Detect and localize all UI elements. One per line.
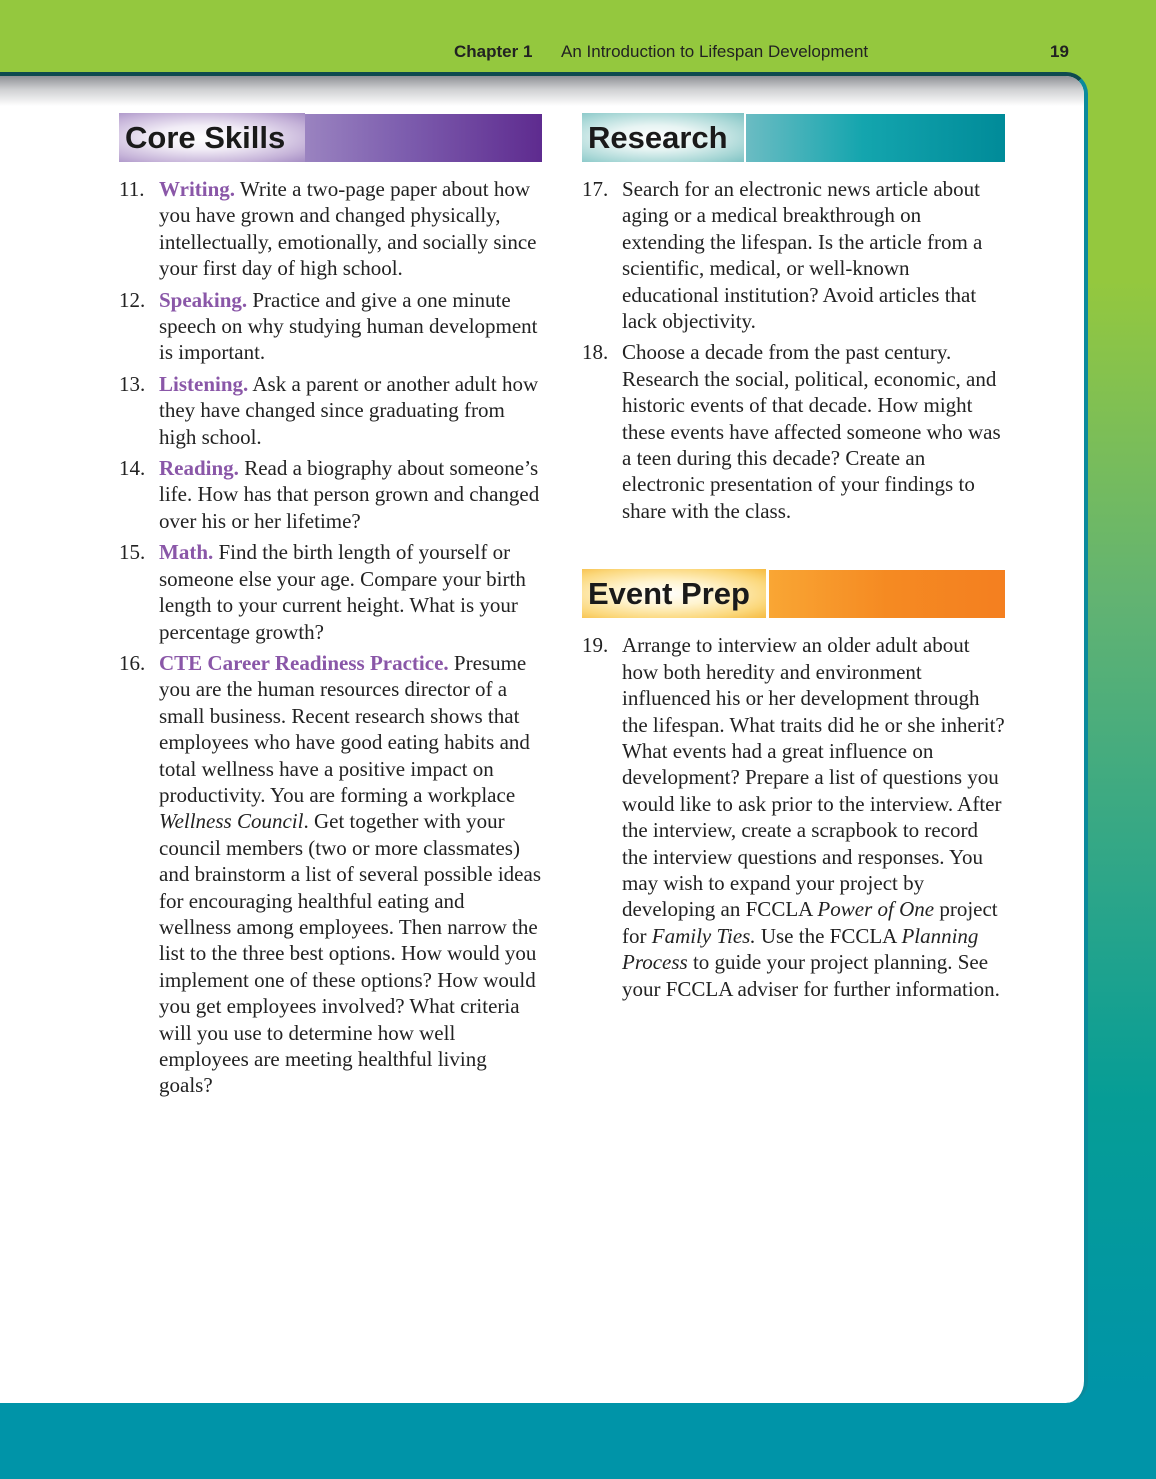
item-text: Find the birth length of yourself or someone else your age. Compare your birth length to your current height. What is your percentage growth? <box>159 540 526 644</box>
item-text: Choose a decade from the past century. Research the social, political, economic, and historic events of that decade. How might these events have affected someone who was a teen during this decade? Create an electronic presentation of your findings to share with the class. <box>622 340 1001 523</box>
item-number: 13. <box>119 371 146 396</box>
core-skills-color-bar <box>305 114 542 162</box>
item-number: 18. <box>582 340 609 365</box>
item-number: 15. <box>119 540 146 565</box>
item-number: 12. <box>119 287 146 312</box>
activity-item-18 <box>582 339 1005 524</box>
page-number: 19 <box>1050 42 1069 61</box>
item-keyword: Listening. <box>159 371 249 396</box>
top-shadow <box>0 76 1084 106</box>
event-prep-title: Event Prep <box>582 569 766 618</box>
research-color-bar <box>746 114 1005 162</box>
item-italic-term: Family Ties. <box>651 923 756 948</box>
activity-item-17 <box>582 176 1005 334</box>
chapter-label: Chapter 1 <box>454 42 533 61</box>
core-skills-list <box>119 176 542 1099</box>
activity-item-19 <box>582 632 1005 1002</box>
section-gap <box>582 529 1005 569</box>
item-keyword: Speaking. <box>159 287 248 312</box>
item-text: Use the FCCLA <box>755 923 902 948</box>
item-text: Arrange to interview an older adult about how both heredity and environment influenced his or her development through the lifespan. What traits did he or she inherit? What events had a great influence on development? Prepare a list of questions you would like to ask prior to the interview. After the interview, create a scrapbook to record the interview questions and responses. You may wish to expand your project by developing an FCCLA <box>622 633 1005 922</box>
item-keyword: CTE Career Readiness Practice. <box>159 650 449 675</box>
item-keyword: Writing. <box>159 177 236 201</box>
activity-item-12 <box>119 287 542 366</box>
item-number: 11. <box>119 177 145 201</box>
item-keyword: Math. <box>159 540 214 565</box>
right-column <box>582 113 1005 1007</box>
item-italic-term: Wellness Council <box>159 809 304 834</box>
event-prep-list <box>582 632 1005 1002</box>
item-number: 19. <box>582 633 609 658</box>
core-skills-title: Core Skills <box>119 113 305 162</box>
research-list <box>582 176 1005 524</box>
item-text: Write a two-page paper about how you have grown and changed physically, intellectually, emotionally, and socially since your first day of high school. <box>159 177 537 281</box>
item-keyword: Reading. <box>159 456 239 481</box>
activity-item-16 <box>119 650 542 1099</box>
activity-item-15 <box>119 539 542 645</box>
item-text: Read a biography about someone’s life. How has that person grown and changed over his or her lifetime? <box>159 456 540 533</box>
event-prep-color-bar <box>769 570 1005 618</box>
bottom-band <box>0 1403 1156 1479</box>
chapter-title: An Introduction to Lifespan Development <box>561 42 869 61</box>
item-text: Presume you are the human resources director of a small business. Recent research shows that employees who have good eating habits and total wellness have a positive impact on productivity. You are forming a workplace <box>159 650 530 807</box>
item-text: to guide your project planning. See your FCCLA adviser for further information. <box>622 950 1000 1001</box>
activity-item-14 <box>119 455 542 534</box>
activity-item-13 <box>119 371 542 450</box>
core-skills-header <box>119 113 542 162</box>
research-header <box>582 113 1005 162</box>
item-italic-term: Planning Process <box>622 923 979 975</box>
running-head <box>0 40 1156 66</box>
item-text: . Get together with your council members (two or more classmates) and brainstorm a list of several possible ideas for encouraging healthful eating and wellness among employees. Then narrow the list to the three best options. How would you implement one of these options? How would you get employees involved? What criteria will you use to determine how well employees are meeting healthful living goals? <box>159 809 541 1098</box>
item-text: Ask a parent or another adult how they have changed since graduating from high school. <box>159 371 539 449</box>
activity-item-11 <box>119 176 542 282</box>
item-number: 16. <box>119 650 146 675</box>
research-title: Research <box>582 113 744 162</box>
event-prep-header <box>582 569 1005 618</box>
item-text: Search for an electronic news article about aging or a medical breakthrough on extending the lifespan. Is the article from a scientific, medical, or well-known educational institution? Avoid articles that lack objectivity. <box>622 177 983 334</box>
item-text: Practice and give a one minute speech on why studying human development is important. <box>159 287 538 365</box>
core-skills-column <box>119 113 542 1104</box>
item-number: 17. <box>582 177 609 201</box>
item-number: 14. <box>119 456 146 481</box>
item-italic-term: Power of One <box>817 897 935 922</box>
item-text: project for <box>622 897 998 948</box>
